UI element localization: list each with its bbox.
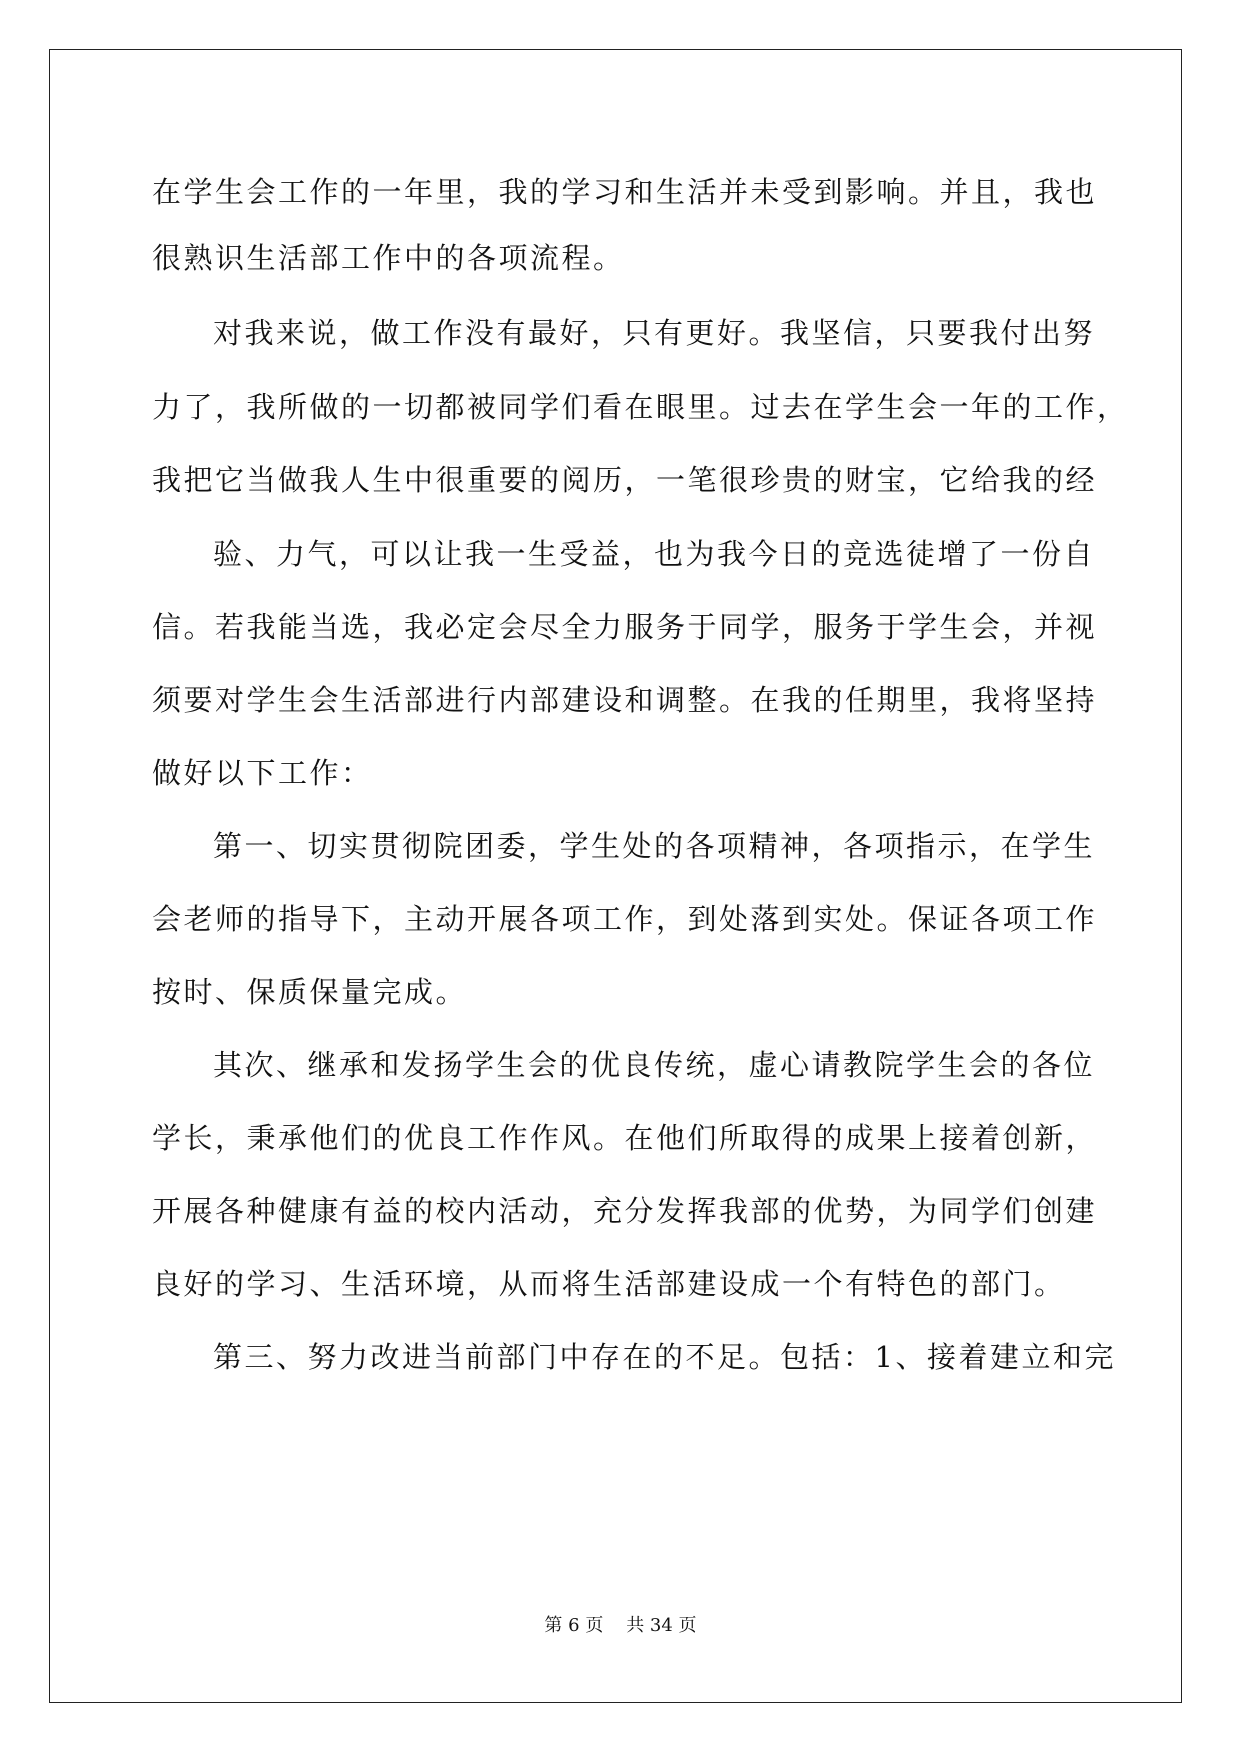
text-line-7: 信。若我能当选，我必定会尽全力服务于同学，服务于学生会，并视 <box>152 610 1098 644</box>
text-line-14: 学长，秉承他们的优良工作作风。在他们所取得的成果上接着创新， <box>152 1121 1098 1155</box>
text-line-11: 会老师的指导下，主动开展各项工作，到处落到实处。保证各项工作 <box>152 902 1098 936</box>
text-line-15: 开展各种健康有益的校内活动，充分发挥我部的优势，为同学们创建 <box>152 1194 1098 1228</box>
text-line-3: 对我来说，做工作没有最好，只有更好。我坚信，只要我付出努 <box>213 316 1096 350</box>
text-line-2: 很熟识生活部工作中的各项流程。 <box>152 241 625 275</box>
text-line-1: 在学生会工作的一年里，我的学习和生活并未受到影响。并且，我也 <box>152 175 1098 209</box>
text-line-5: 我把它当做我人生中很重要的阅历，一笔很珍贵的财宝，它给我的经 <box>152 463 1098 497</box>
text-line-13: 其次、继承和发扬学生会的优良传统，虚心请教院学生会的各位 <box>213 1048 1096 1082</box>
page-number-footer: 第 6 页 共 34 页 <box>544 1615 697 1636</box>
text-line-12: 按时、保质保量完成。 <box>152 975 468 1009</box>
text-line-17: 第三、努力改进当前部门中存在的不足。包括：1、接着建立和完 <box>213 1340 1116 1374</box>
text-line-6: 验、力气，可以让我一生受益，也为我今日的竞选徒增了一份自 <box>213 537 1096 571</box>
text-line-16: 良好的学习、生活环境，从而将生活部建设成一个有特色的部门。 <box>152 1267 1066 1301</box>
page-border <box>49 49 1182 1703</box>
text-line-4: 力了，我所做的一切都被同学们看在眼里。过去在学生会一年的工作， <box>152 390 1129 424</box>
text-line-10: 第一、切实贯彻院团委，学生处的各项精神，各项指示，在学生 <box>213 829 1096 863</box>
text-line-9: 做好以下工作： <box>152 756 373 790</box>
text-line-8: 须要对学生会生活部进行内部建设和调整。在我的任期里，我将坚持 <box>152 683 1098 717</box>
